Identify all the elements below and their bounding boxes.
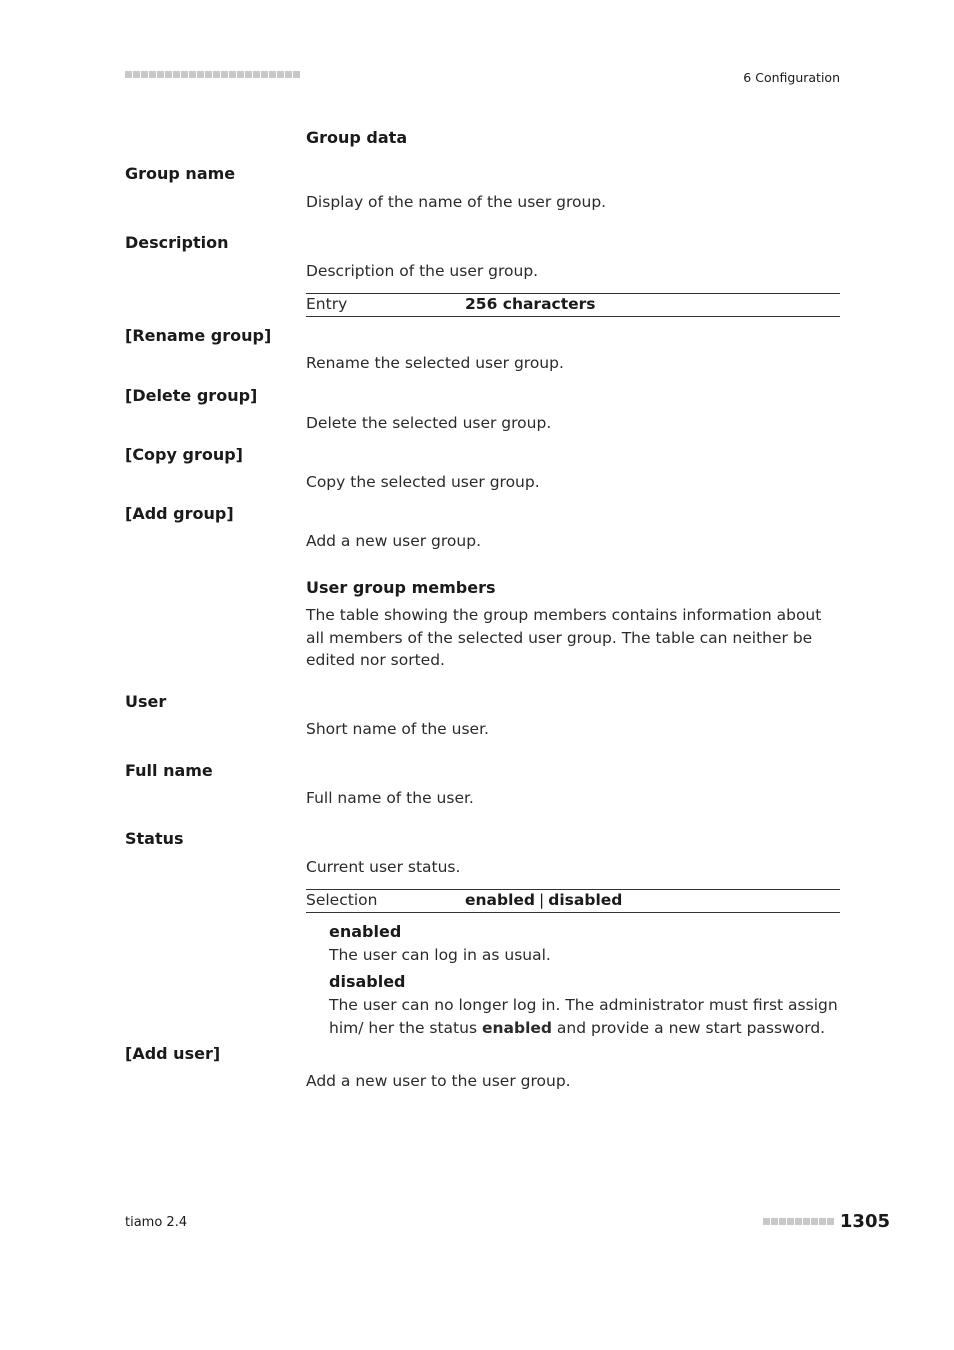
option-disabled-desc [329,994,840,1039]
property-table-description [306,293,840,317]
desc-full-name: Full name of the user. [306,789,474,807]
header-decoration [125,71,300,78]
desc-description: Description of the user group. [306,262,539,280]
term-rename-group: [Rename group] [125,326,272,345]
option-enabled-desc: The user can log in as usual. [329,946,551,964]
option-disabled-value: disabled [548,891,623,909]
page-number: 1305 [839,1211,890,1232]
section-heading-group-data: Group data [306,128,408,147]
value-separator: | [539,891,545,909]
footer-decoration [763,1218,834,1225]
option-disabled-bold: enabled [481,1018,552,1037]
members-intro: The table showing the group members contains information about all members of the selected user group. The table can neither be edited nor sorted. [306,606,822,669]
option-disabled-name: disabled [329,972,406,991]
term-delete-group: [Delete group] [125,386,258,405]
desc-user: Short name of the user. [306,720,489,738]
option-disabled-text-end: and provide a new start password. [552,1018,826,1037]
term-add-user: [Add user] [125,1044,221,1063]
desc-status: Current user status. [306,858,461,876]
property-value: 256 characters [465,295,596,313]
section-heading-user-group-members: User group members [306,578,496,597]
desc-copy-group: Copy the selected user group. [306,473,540,491]
term-description: Description [125,233,229,252]
chapter-title: 6 Configuration [743,70,840,85]
term-copy-group: [Copy group] [125,445,243,464]
term-user: User [125,692,167,711]
property-key: Selection [306,891,378,909]
desc-add-group: Add a new user group. [306,532,482,550]
desc-delete-group: Delete the selected user group. [306,414,552,432]
product-name: tiamo 2.4 [125,1215,188,1230]
term-add-group: [Add group] [125,504,234,523]
term-full-name: Full name [125,761,213,780]
option-enabled-value: enabled [465,891,536,909]
property-key: Entry [306,295,348,313]
property-value [465,891,622,909]
desc-add-user: Add a new user to the user group. [306,1072,571,1090]
option-disabled-text: The user can no longer log in. The administrator must first assign him/ her the status [329,996,838,1037]
page-footer [763,1211,890,1232]
term-group-name: Group name [125,164,236,183]
desc-rename-group: Rename the selected user group. [306,354,564,372]
term-status: Status [125,829,184,848]
option-enabled-name: enabled [329,922,402,941]
desc-group-name: Display of the name of the user group. [306,193,607,211]
property-table-status [306,889,840,913]
